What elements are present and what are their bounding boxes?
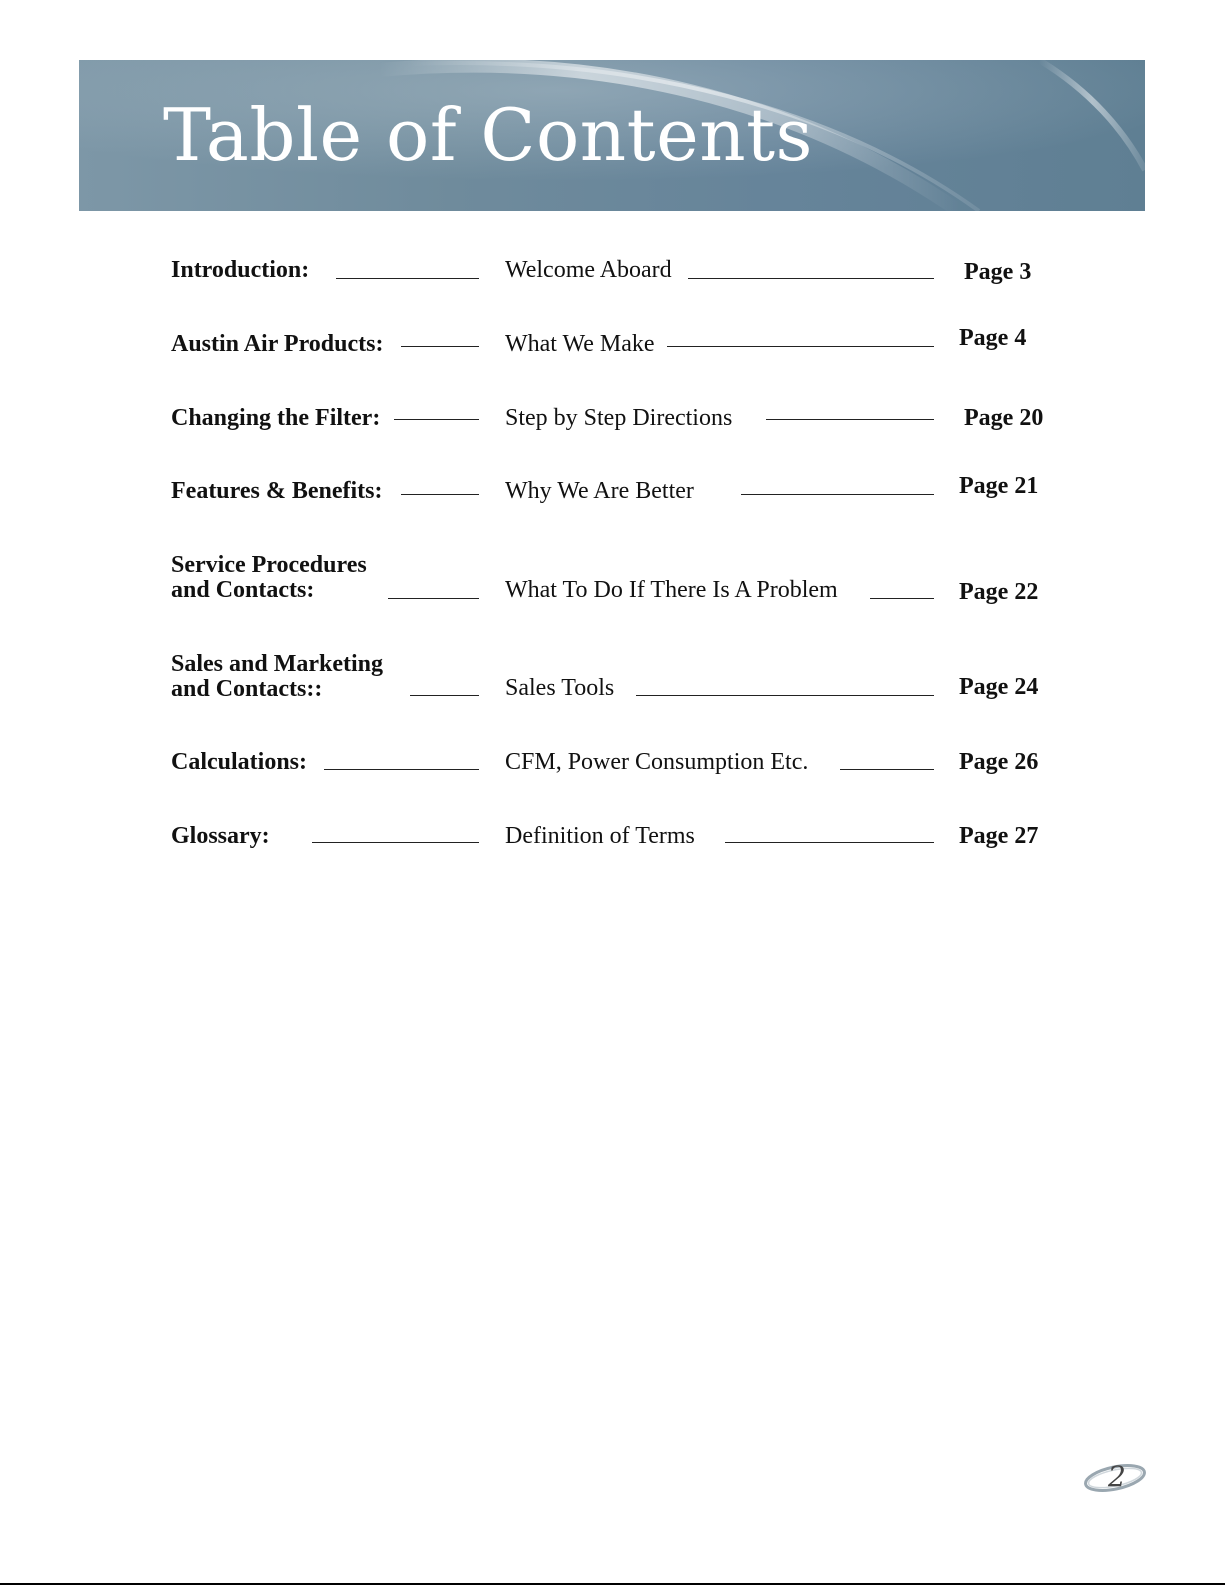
toc-page-link[interactable]: Page 22 <box>959 579 1039 605</box>
toc-label-sales-and-marketing: Sales and Marketing <box>171 651 384 677</box>
leader-line <box>688 278 934 279</box>
toc-page-link[interactable]: Page 24 <box>959 674 1039 700</box>
leader-line <box>312 842 479 843</box>
toc-label-sales-and-marketing-line2: and Contacts:: <box>171 676 323 702</box>
toc-label-service-procedures: Service Procedures <box>171 552 367 578</box>
toc-label-features-benefits: Features & Benefits: <box>171 478 383 504</box>
leader-line <box>870 598 934 599</box>
leader-line <box>725 842 934 843</box>
toc-description: What To Do If There Is A Problem <box>505 577 838 603</box>
toc-label-service-procedures-line2: and Contacts: <box>171 577 315 603</box>
leader-line <box>741 494 934 495</box>
page-number-badge <box>1082 1456 1152 1506</box>
leader-line <box>840 769 934 770</box>
toc-page-link[interactable]: Page 27 <box>959 823 1039 849</box>
toc-page-link[interactable]: Page 20 <box>964 405 1044 431</box>
toc-description: Definition of Terms <box>505 823 695 849</box>
leader-line <box>401 346 479 347</box>
toc-label-calculations: Calculations: <box>171 749 308 775</box>
leader-line <box>401 494 479 495</box>
toc-label-introduction: Introduction: <box>171 257 310 283</box>
leader-line <box>388 598 479 599</box>
toc-page-link[interactable]: Page 26 <box>959 749 1039 775</box>
toc-page-link[interactable]: Page 4 <box>959 325 1027 351</box>
toc-page-link[interactable]: Page 21 <box>959 473 1039 499</box>
toc-description: Step by Step Directions <box>505 405 733 431</box>
page-number: 2 <box>1108 1460 1126 1493</box>
leader-line <box>336 278 479 279</box>
toc-label-austin-air-products: Austin Air Products: <box>171 331 384 357</box>
toc-description: Welcome Aboard <box>505 257 672 283</box>
leader-line <box>667 346 934 347</box>
leader-line <box>636 695 934 696</box>
page-title: Table of Contents <box>163 93 813 177</box>
toc-description: Sales Tools <box>505 675 615 701</box>
leader-line <box>394 419 479 420</box>
toc-description: Why We Are Better <box>505 478 694 504</box>
toc-label-changing-the-filter: Changing the Filter: <box>171 405 381 431</box>
toc-label-glossary: Glossary: <box>171 823 270 849</box>
toc-description: CFM, Power Consumption Etc. <box>505 749 809 775</box>
leader-line <box>766 419 934 420</box>
toc-description: What We Make <box>505 331 655 357</box>
toc-page-link[interactable]: Page 3 <box>964 259 1032 285</box>
leader-line <box>324 769 479 770</box>
leader-line <box>410 695 479 696</box>
